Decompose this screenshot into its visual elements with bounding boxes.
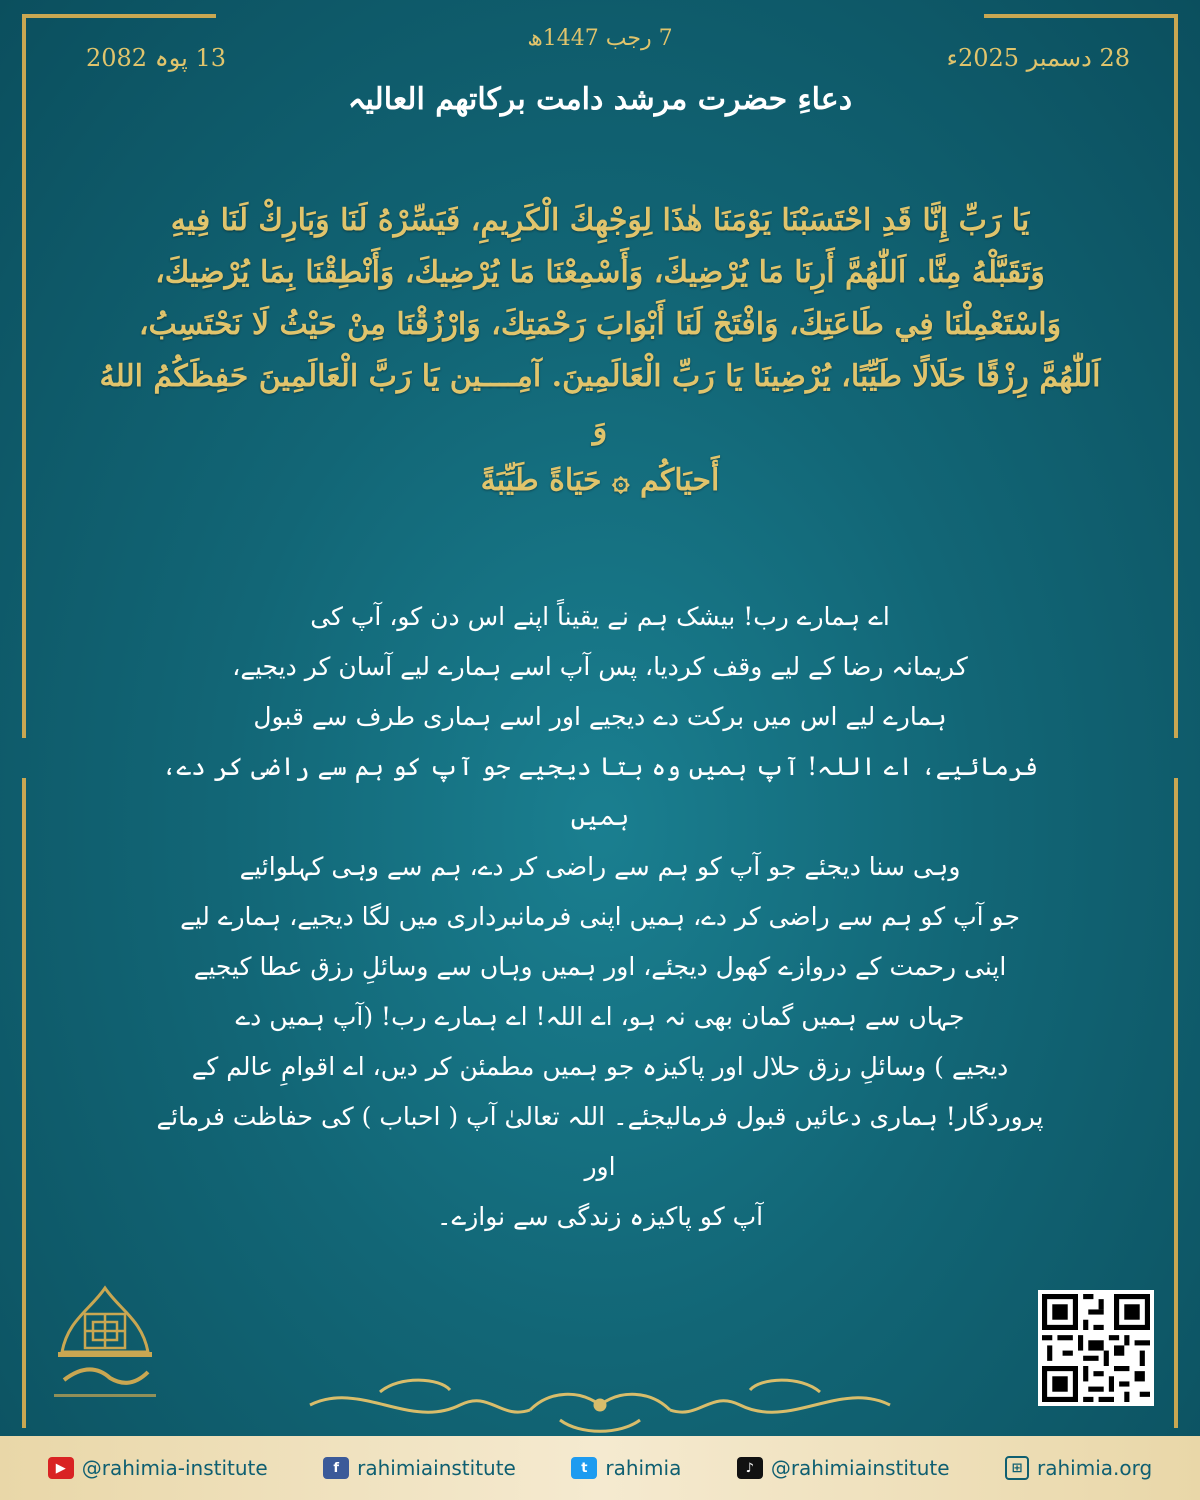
frame-bottom-left — [22, 778, 26, 1428]
tiktok-link[interactable] — [737, 1456, 950, 1480]
twitter-handle: rahimia — [605, 1456, 682, 1480]
hijri-date: 7 رجب 1447ھ — [527, 26, 673, 51]
ornament-divider — [300, 1370, 900, 1440]
arabic-line: يَا رَبِّ إِنَّا قَدِ احْتَسَبْنَا يَوْمَنَا هٰذَا لِوَجْهِكَ الْكَرِيمِ، فَيَسِّرْهُ لَنَا وَبَارِكْ لَنَا فِيهِ — [170, 203, 1030, 238]
facebook-icon: f — [323, 1457, 349, 1479]
youtube-handle: @rahimia-institute — [81, 1456, 268, 1480]
twitter-icon: t — [571, 1457, 597, 1479]
bikrami-date: 13 پوہ 2082 — [86, 44, 227, 72]
arabic-line: وَتَقَبَّلْهُ مِنَّا. اَللّٰهُمَّ أَرِنَا مَا يُرْضِيكَ، وَأَسْمِعْنَا مَا يُرْضِيكَ، وَأَنْطِقْنَا بِمَا يُرْضِيكَ، — [155, 255, 1045, 290]
youtube-link[interactable] — [48, 1456, 268, 1480]
tiktok-handle: @rahimiainstitute — [770, 1456, 950, 1480]
urdu-line: آپ کو پاکیزہ زندگی سے نوازے۔ — [436, 1202, 764, 1231]
urdu-line: ہمارے لیے اس میں برکت دے دیجیے اور اسے ہماری طرف سے قبول — [253, 702, 947, 731]
urdu-line: جہاں سے ہمیں گمان بھی نہ ہو، اے اللہ! اے ہمارے رب! (آپ ہمیں دے — [235, 1002, 965, 1031]
facebook-handle: rahimiainstitute — [357, 1456, 516, 1480]
frame-bottom-right — [1174, 778, 1178, 1428]
urdu-line: کریمانہ رضا کے لیے وقف کردیا، پس آپ اسے ہمارے لیے آسان کر دیجیے، — [232, 652, 968, 681]
urdu-line: دیجیے ) وسائلِ رزق حلال اور پاکیزہ جو ہمیں مطمئن کر دیں، اے اقوامِ عالم کے — [191, 1052, 1009, 1081]
website-link[interactable] — [1005, 1456, 1152, 1480]
qr-code-icon[interactable] — [1038, 1290, 1154, 1406]
urdu-translation — [150, 592, 1050, 1242]
website-url: rahimia.org — [1037, 1456, 1153, 1480]
rahimia-logo-icon — [40, 1280, 170, 1415]
page-title: دعاءِ حضرت مرشد دامت برکاتھم العالیہ — [347, 82, 853, 117]
twitter-link[interactable] — [571, 1456, 681, 1480]
urdu-line: اپنی رحمت کے دروازے کھول دیجئے، اور ہمیں وہاں سے وسائلِ رزق عطا کیجیے — [193, 952, 1007, 981]
facebook-link[interactable] — [323, 1456, 516, 1480]
arabic-line: اَللّٰهُمَّ رِزْقًا حَلَالًا طَيِّبًا، يُرْضِينَا يَا رَبِّ الْعَالَمِينَ. آمِــــين يَا رَبَّ الْعَالَمِينَ حَفِظَكُمُ اللهُ وَ — [99, 359, 1101, 446]
tiktok-icon: ♪ — [737, 1457, 763, 1479]
urdu-line: پروردگار! ہماری دعائیں قبول فرمالیجئے۔ اللہ تعالیٰ آپ ( احباب ) کی حفاظت فرمائے اور — [156, 1102, 1044, 1181]
youtube-icon: ▶ — [48, 1457, 74, 1479]
urdu-line: فرمائیے، اے اللہ! آپ ہمیں وہ بتا دیجیے جو آپ کو ہم سے راضی کر دے، ہمیں — [161, 752, 1039, 831]
arabic-line: أَحيَاكُم ۞ حَيَاةً طَيِّبَةً — [480, 463, 720, 498]
website-icon: ⊞ — [1005, 1456, 1029, 1480]
arabic-line: وَاسْتَعْمِلْنَا فِي طَاعَتِكَ، وَافْتَحْ لَنَا أَبْوَابَ رَحْمَتِكَ، وَارْزُقْنَا مِنْ حَيْثُ لَا نَحْتَسِبُ، — [138, 307, 1062, 342]
urdu-line: اے ہمارے رب! بیشک ہم نے یقیناً اپنے اس دن کو، آپ کی — [310, 602, 890, 631]
social-footer — [0, 1436, 1200, 1500]
urdu-line: جو آپ کو ہم سے راضی کر دے، ہمیں اپنی فرمانبرداری میں لگا دیجیے، ہمارے لیے — [180, 902, 1020, 931]
arabic-dua — [95, 195, 1105, 507]
gregorian-date: 28 دسمبر 2025ء — [946, 44, 1130, 72]
urdu-line: وہی سنا دیجئے جو آپ کو ہم سے راضی کر دے، ہم سے وہی کہلوائیے — [239, 852, 961, 881]
